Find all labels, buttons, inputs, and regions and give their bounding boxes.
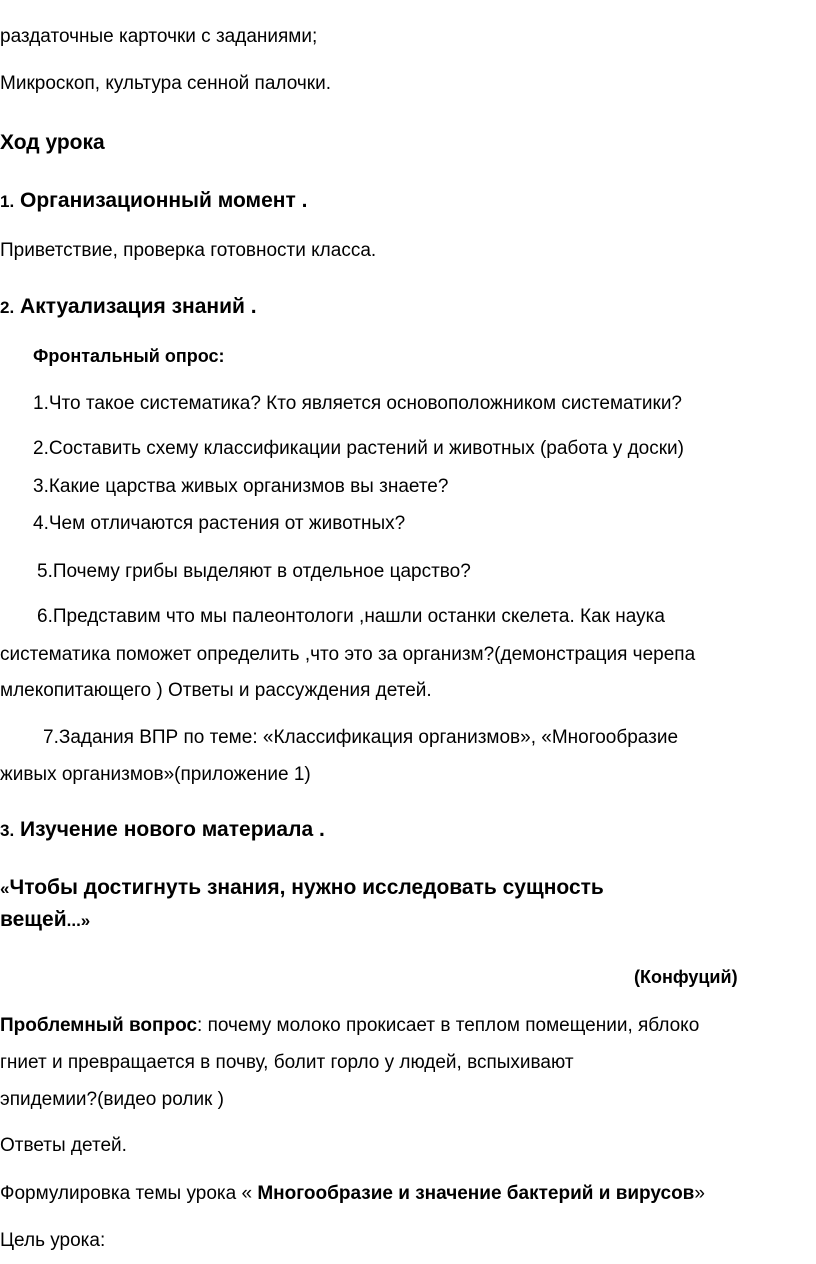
quote-close-mark: » [80,911,91,930]
topic-title: Многообразие и значение бактерий и вирусов [257,1183,695,1204]
section-1-number: 1. [0,192,15,211]
section-3-number: 3. [0,821,15,840]
children-answers: Ответы детей. [0,1135,127,1156]
question-1: 1.Что такое систематика? Кто является основоположником систематики? [33,393,682,414]
greeting-line: Приветствие, проверка готовности класса. [0,240,377,261]
problem-line-2: гниет и превращается в почву, болит горло у людей, вспыхивают [0,1052,574,1073]
equipment-line: Микроскоп, культура сенной палочки. [0,73,331,94]
question-6-line-2: систематика поможет определить ,что это за организм?(демонстрация черепа [0,644,696,665]
materials-line: раздаточные карточки с заданиями; [0,26,318,47]
problem-label: Проблемный вопрос [0,1015,198,1036]
section-2-number: 2. [0,298,15,317]
question-6-line-1: 6.Представим что мы палеонтологи ,нашли останки скелета. Как наука [37,606,665,627]
question-7-line-1: 7.Задания ВПР по теме: «Классификация организмов», «Многообразие [43,727,679,748]
lesson-heading: Ход урока [0,131,105,154]
quote-text-1: Чтобы достигнуть знания, нужно исследовать сущность [9,876,604,899]
lesson-goal: Цель урока: [0,1230,106,1251]
topic-line [0,1183,705,1205]
section-3-heading [0,818,325,843]
quote-ellipsis: ... [66,911,81,930]
question-3: 3.Какие царства живых организмов вы знаете? [33,476,449,497]
quote-text-2: вещей [0,908,67,931]
question-7-line-2: живых организмов»(приложение 1) [0,764,311,785]
section-1-title: Организационный момент . [14,189,308,212]
topic-suffix: » [694,1183,705,1204]
quote-author: (Конфуций) [634,967,738,987]
problem-text-1: : почему молоко прокисает в теплом помещении, яблоко [197,1015,700,1036]
section-2-title: Актуализация знаний . [14,295,257,318]
section-3-title: Изучение нового материала . [14,818,325,841]
question-4: 4.Чем отличаются растения от животных? [33,513,406,534]
quote-open-mark: « [0,879,10,898]
topic-prefix: Формулировка темы урока « [0,1183,258,1204]
problem-line-3: эпидемии?(видео ролик ) [0,1089,224,1110]
question-6-line-3: млекопитающего ) Ответы и рассуждения детей. [0,680,432,701]
quote-line-2 [0,908,90,933]
question-5: 5.Почему грибы выделяют в отдельное царство? [37,561,471,582]
quote-line-1 [0,876,604,901]
survey-title: Фронтальный опрос: [33,346,225,366]
section-2-heading [0,295,257,320]
question-2: 2.Составить схему классификации растений и животных (работа у доски) [33,438,684,459]
section-1-heading [0,189,307,214]
problem-line-1 [0,1015,699,1037]
